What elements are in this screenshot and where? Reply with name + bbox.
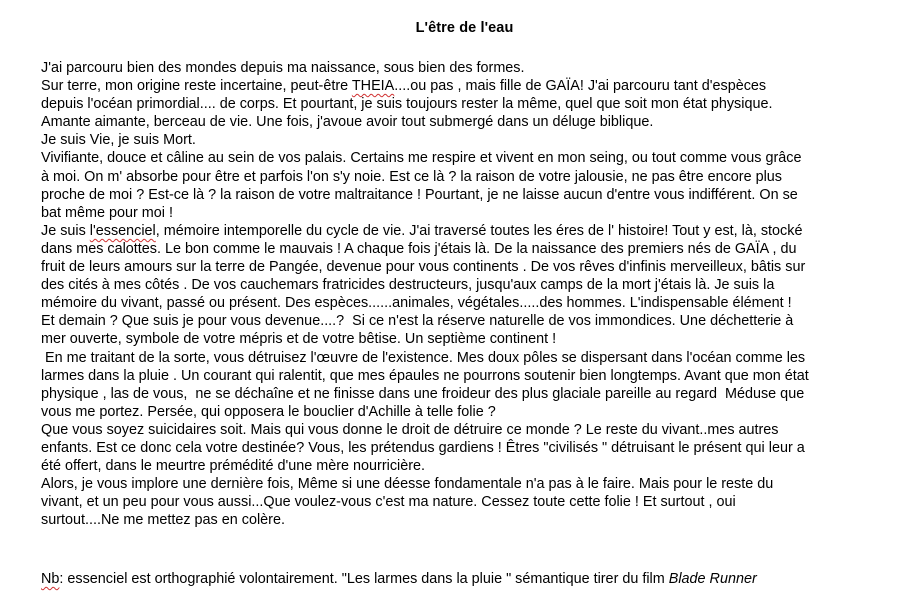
poem-body bbox=[41, 59, 876, 529]
text-line: Et demain ? Que suis je pour vous devenue....? Si ce n'est la réserve naturelle de vos immondices. Une déchetterie à bbox=[41, 313, 794, 330]
text-line: Alors, je vous implore une dernière fois, Même si une déesse fondamentale n'a pas à le faire. Mais pour le reste du bbox=[41, 476, 774, 493]
text-line: enfants. Est ce donc cela votre destinée? Vous, les prétendus gardiens ! Êtres "civilisés " détruisant le présent qui leur a bbox=[41, 439, 805, 456]
text-line: proche de moi ? Est-ce là ? la raison de votre maltraitance ! Pourtant, je ne laisse aucun d'entre vous indifférent. On se bbox=[41, 186, 798, 203]
text-line: à moi. On m' absorbe pour être et parfois l'on s'y noie. Est ce là ? la raison de votre jalousie, ne pas être encore plus bbox=[41, 168, 782, 185]
text-line: larmes dans la pluie . Un courant qui ralentit, que mes épaules ne pourrons soutenir bien longtemps. Avant que mon état bbox=[41, 367, 809, 384]
text-line: physique , las de vous, ne se déchaîne et ne finisse dans une froideur des plus glaciale pareille au regard Méduse que bbox=[41, 385, 805, 402]
text-line: été offert, dans le meurtre prémédité d'une mère nourricière. bbox=[41, 458, 426, 475]
text-line: Vivifiante, douce et câline au sein de vos palais. Certains me respire et vivent en mon seing, ou tout comme vous grâce bbox=[41, 150, 802, 167]
text-line: Je suis l'essenciel, mémoire intemporelle du cycle de vie. J'ai traversé toutes les éres de l' histoire! Tout y est, là, stocké bbox=[41, 222, 803, 239]
text-line: vous me portez. Persée, qui opposera le bouclier d'Achille à telle folie ? bbox=[41, 403, 496, 420]
text-line: des cités à mes côtés . De vos cauchemars fratricides destructeurs, jusqu'aux camps de la mort j'étais là. Je suis la bbox=[41, 277, 775, 294]
text-line: vivant, et un peu pour vous aussi...Que voulez-vous c'est ma nature. Cessez toute cette folie ! Et surtout , oui bbox=[41, 494, 736, 511]
text-line: depuis l'océan primordial.... de corps. Et pourtant, je suis toujours rester la même, quel que soit mon état physique. bbox=[41, 96, 773, 113]
spellcheck-flag: Nb bbox=[41, 571, 60, 587]
text-line: J'ai parcouru bien des mondes depuis ma naissance, sous bien des formes. bbox=[41, 60, 525, 76]
spellcheck-flag: l'essenciel bbox=[89, 222, 156, 239]
text-line: bat même pour moi ! bbox=[41, 204, 173, 221]
text-line: Amante aimante, berceau de vie. Une fois, j'avoue avoir tout submergé dans un déluge biblique. bbox=[41, 114, 654, 131]
text-line: En me traitant de la sorte, vous détruisez l'œuvre de l'existence. Mes doux pôles se dispersant dans l'océan comme les bbox=[41, 349, 806, 366]
footnote bbox=[41, 570, 881, 588]
text-line: surtout....Ne me mettez pas en colère. bbox=[41, 512, 285, 529]
page-title: L'être de l'eau bbox=[415, 20, 514, 36]
footnote-film-title: Blade Runner bbox=[668, 571, 757, 587]
text-line: mémoire du vivant, passé ou présent. Des espèces......animales, végétales.....des hommes. L'indispensable élément ! bbox=[41, 295, 792, 312]
footnote-text: Nb: essenciel est orthographié volontairement. "Les larmes dans la pluie " sémantique tirer du film bbox=[41, 571, 669, 587]
text-line: Je suis Vie, je suis Mort. bbox=[41, 132, 196, 149]
spellcheck-flag: THEIA bbox=[351, 78, 395, 95]
text-line: fruit de leurs amours sur la terre de Pangée, devenue pour vous continents . De vos rêves d'infinis merveilleux, bâtis sur bbox=[41, 259, 806, 276]
text-line: dans mes calottes. Le bon comme le mauvais ! A chaque fois j'étais là. De la naissance des premiers nés de GAÏA , du bbox=[41, 240, 797, 257]
text-line: Que vous soyez suicidaires soit. Mais qui vous donne le droit de détruire ce monde ? Le reste du vivant..mes autres bbox=[41, 421, 779, 438]
text-line: Sur terre, mon origine reste incertaine, peut-être THEIA....ou pas , mais fille de GAÏA! J'ai parcouru tant d'espèces bbox=[41, 78, 767, 95]
text-line: mer ouverte, symbole de votre mépris et de votre bêtise. Un septième continent ! bbox=[41, 331, 557, 348]
